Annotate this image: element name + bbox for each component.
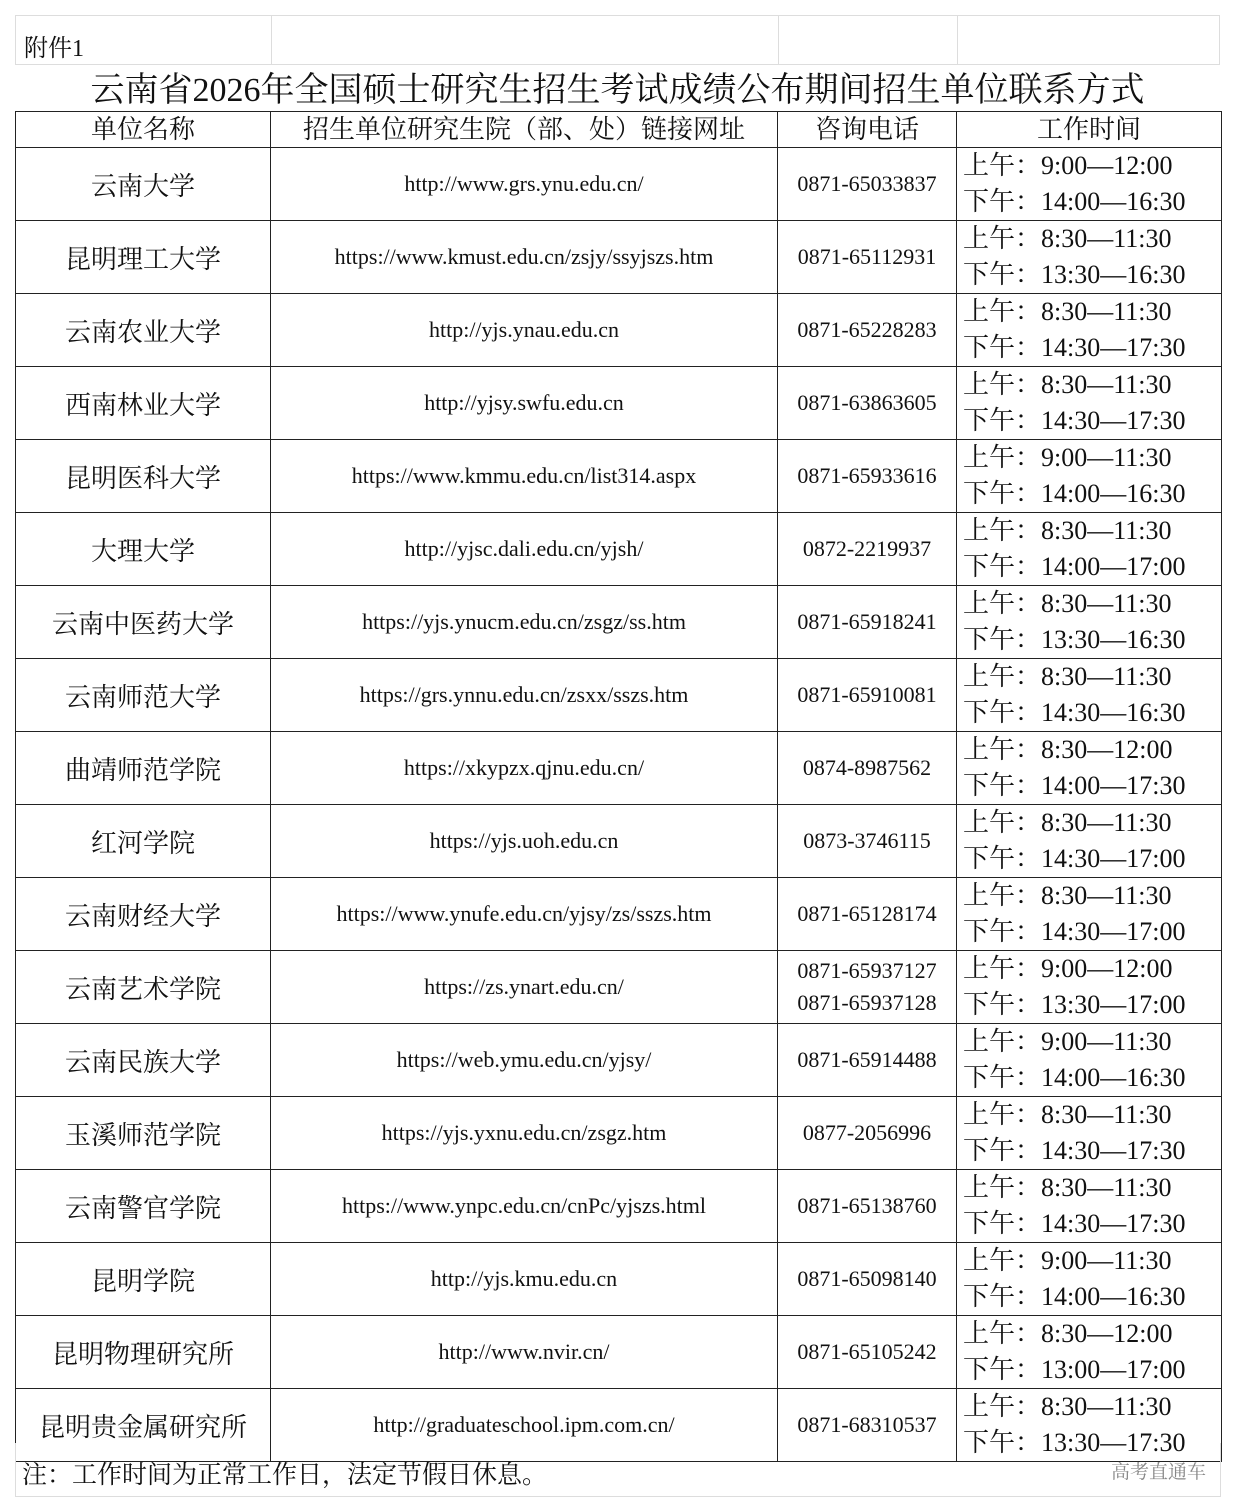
pm-label: 下午： xyxy=(963,1063,1042,1092)
phone-number: 0871-65937127 xyxy=(797,958,937,983)
attachment-row xyxy=(15,15,1220,65)
phone-cell xyxy=(778,659,957,732)
pm-time: 14:30—17:30 xyxy=(1041,1209,1186,1238)
am-time: 9:00—11:30 xyxy=(1041,1027,1172,1056)
unit-url-link[interactable]: https://www.ynufe.edu.cn/yjsy/zs/sszs.htm xyxy=(271,878,778,951)
hours-cell xyxy=(957,586,1222,659)
document-title: 云南省2026年全国硕士研究生招生考试成绩公布期间招生单位联系方式 xyxy=(90,72,1145,109)
am-time: 8:30—11:30 xyxy=(1041,224,1172,253)
morning-hours xyxy=(963,732,1221,768)
am-label: 上午： xyxy=(963,954,1042,983)
am-time: 8:30—11:30 xyxy=(1041,1392,1172,1421)
pm-label: 下午： xyxy=(963,187,1042,216)
unit-name: 昆明物理研究所 xyxy=(16,1316,271,1389)
unit-name: 昆明医科大学 xyxy=(16,440,271,513)
unit-url-link[interactable]: http://graduateschool.ipm.com.cn/ xyxy=(271,1389,778,1462)
am-time: 9:00—11:30 xyxy=(1041,443,1172,472)
pm-label: 下午： xyxy=(963,1282,1042,1311)
morning-hours xyxy=(963,1243,1221,1279)
table-row xyxy=(16,221,1222,294)
pm-time: 14:30—16:30 xyxy=(1041,698,1186,727)
am-time: 8:30—11:30 xyxy=(1041,370,1172,399)
morning-hours xyxy=(963,1024,1221,1060)
afternoon-hours xyxy=(963,1060,1221,1096)
am-label: 上午： xyxy=(963,1392,1042,1421)
morning-hours xyxy=(963,1097,1221,1133)
pm-time: 14:00—16:30 xyxy=(1041,187,1186,216)
phone-number: 0871-65105242 xyxy=(797,1339,937,1364)
phone-cell xyxy=(778,1097,957,1170)
grid-divider xyxy=(271,16,272,64)
phone-number: 0871-65910081 xyxy=(797,682,937,707)
am-label: 上午： xyxy=(963,443,1042,472)
table-row xyxy=(16,1024,1222,1097)
morning-hours xyxy=(963,1316,1221,1352)
phone-cell xyxy=(778,294,957,367)
unit-name: 红河学院 xyxy=(16,805,271,878)
pm-label: 下午： xyxy=(963,552,1042,581)
phone-number: 0872-2219937 xyxy=(802,536,932,561)
morning-hours xyxy=(963,1170,1221,1206)
am-label: 上午： xyxy=(963,1246,1042,1275)
unit-name: 云南财经大学 xyxy=(16,878,271,951)
grid-divider xyxy=(957,16,958,64)
am-label: 上午： xyxy=(963,516,1042,545)
unit-url-link[interactable]: http://www.nvir.cn/ xyxy=(271,1316,778,1389)
table-row xyxy=(16,1097,1222,1170)
afternoon-hours xyxy=(963,841,1221,877)
am-time: 8:30—12:00 xyxy=(1041,735,1173,764)
unit-url-link[interactable]: https://grs.ynnu.edu.cn/zsxx/sszs.htm xyxy=(271,659,778,732)
unit-name: 云南艺术学院 xyxy=(16,951,271,1024)
phone-number: 0871-63863605 xyxy=(797,390,937,415)
header-hours: 工作时间 xyxy=(957,112,1222,148)
morning-hours xyxy=(963,586,1221,622)
am-label: 上午： xyxy=(963,151,1042,180)
phone-cell xyxy=(778,1243,957,1316)
unit-name: 大理大学 xyxy=(16,513,271,586)
afternoon-hours xyxy=(963,257,1221,293)
unit-url-link[interactable]: http://yjs.kmu.edu.cn xyxy=(271,1243,778,1316)
am-time: 8:30—11:30 xyxy=(1041,881,1172,910)
morning-hours xyxy=(963,1389,1221,1425)
pm-label: 下午： xyxy=(963,479,1042,508)
am-time: 9:00—11:30 xyxy=(1041,1246,1172,1275)
phone-cell xyxy=(778,513,957,586)
morning-hours xyxy=(963,513,1221,549)
table-row xyxy=(16,805,1222,878)
phone-number: 0871-65128174 xyxy=(797,901,937,926)
am-time: 9:00—12:00 xyxy=(1041,954,1173,983)
am-label: 上午： xyxy=(963,735,1042,764)
pm-time: 13:30—17:00 xyxy=(1041,990,1186,1019)
pm-time: 14:00—16:30 xyxy=(1041,479,1186,508)
hours-cell xyxy=(957,1024,1222,1097)
am-label: 上午： xyxy=(963,1319,1042,1348)
hours-cell xyxy=(957,659,1222,732)
pm-label: 下午： xyxy=(963,260,1042,289)
afternoon-hours xyxy=(963,1352,1221,1388)
am-label: 上午： xyxy=(963,1100,1042,1129)
phone-number: 0874-8987562 xyxy=(802,755,932,780)
pm-label: 下午： xyxy=(963,625,1042,654)
pm-label: 下午： xyxy=(963,1136,1042,1165)
phone-number: 0877-2056996 xyxy=(802,1120,932,1145)
morning-hours xyxy=(963,221,1221,257)
am-time: 8:30—11:30 xyxy=(1041,589,1172,618)
pm-label: 下午： xyxy=(963,990,1042,1019)
table-header-row xyxy=(16,112,1222,148)
phone-cell xyxy=(778,951,957,1024)
contact-table xyxy=(15,111,1222,1462)
afternoon-hours xyxy=(963,403,1221,439)
hours-cell xyxy=(957,805,1222,878)
attachment-label: 附件1 xyxy=(24,36,84,62)
table-row xyxy=(16,586,1222,659)
phone-number: 0871-65933616 xyxy=(797,463,937,488)
am-time: 8:30—11:30 xyxy=(1041,1173,1172,1202)
phone-number: 0871-65138760 xyxy=(797,1193,937,1218)
unit-name: 云南民族大学 xyxy=(16,1024,271,1097)
table-row xyxy=(16,1170,1222,1243)
pm-time: 14:00—17:30 xyxy=(1041,771,1186,800)
am-label: 上午： xyxy=(963,1173,1042,1202)
hours-cell xyxy=(957,1316,1222,1389)
unit-name: 云南中医药大学 xyxy=(16,586,271,659)
pm-label: 下午： xyxy=(963,1355,1042,1384)
morning-hours xyxy=(963,878,1221,914)
afternoon-hours xyxy=(963,622,1221,658)
hours-cell xyxy=(957,513,1222,586)
unit-url-link[interactable]: http://www.grs.ynu.edu.cn/ xyxy=(271,148,778,221)
morning-hours xyxy=(963,951,1221,987)
header-phone: 咨询电话 xyxy=(778,112,957,148)
am-label: 上午： xyxy=(963,297,1042,326)
phone-number: 0871-65914488 xyxy=(797,1047,937,1072)
phone-number: 0871-65112931 xyxy=(797,244,937,269)
hours-cell xyxy=(957,367,1222,440)
phone-cell xyxy=(778,148,957,221)
phone-number: 0871-65937128 xyxy=(797,990,937,1015)
afternoon-hours xyxy=(963,1279,1221,1315)
am-time: 8:30—11:30 xyxy=(1041,516,1172,545)
unit-url-link[interactable]: http://yjs.ynau.edu.cn xyxy=(271,294,778,367)
pm-time: 13:30—17:30 xyxy=(1041,1428,1186,1457)
unit-url-link[interactable]: https://yjs.yxnu.edu.cn/zsgz.htm xyxy=(271,1097,778,1170)
am-label: 上午： xyxy=(963,881,1042,910)
phone-number: 0871-65098140 xyxy=(797,1266,937,1291)
am-label: 上午： xyxy=(963,662,1042,691)
afternoon-hours xyxy=(963,549,1221,585)
am-time: 8:30—11:30 xyxy=(1041,1100,1172,1129)
morning-hours xyxy=(963,805,1221,841)
table-row xyxy=(16,148,1222,221)
hours-cell xyxy=(957,951,1222,1024)
phone-number: 0871-65918241 xyxy=(797,609,937,634)
morning-hours xyxy=(963,367,1221,403)
pm-time: 14:30—17:00 xyxy=(1041,844,1186,873)
afternoon-hours xyxy=(963,914,1221,950)
footer-row xyxy=(15,1443,1221,1497)
morning-hours xyxy=(963,659,1221,695)
unit-name: 昆明理工大学 xyxy=(16,221,271,294)
morning-hours xyxy=(963,148,1221,184)
am-time: 8:30—11:30 xyxy=(1041,808,1172,837)
pm-time: 14:30—17:30 xyxy=(1041,1136,1186,1165)
am-label: 上午： xyxy=(963,224,1042,253)
morning-hours xyxy=(963,294,1221,330)
hours-cell xyxy=(957,148,1222,221)
afternoon-hours xyxy=(963,768,1221,804)
unit-name: 曲靖师范学院 xyxy=(16,732,271,805)
hours-cell xyxy=(957,294,1222,367)
am-time: 8:30—11:30 xyxy=(1041,662,1172,691)
afternoon-hours xyxy=(963,1206,1221,1242)
pm-time: 13:30—16:30 xyxy=(1041,260,1186,289)
pm-label: 下午： xyxy=(963,698,1042,727)
am-label: 上午： xyxy=(963,370,1042,399)
pm-label: 下午： xyxy=(963,1428,1042,1457)
hours-cell xyxy=(957,1097,1222,1170)
phone-cell xyxy=(778,367,957,440)
table-row xyxy=(16,1316,1222,1389)
am-label: 上午： xyxy=(963,589,1042,618)
unit-name: 昆明学院 xyxy=(16,1243,271,1316)
am-time: 8:30—11:30 xyxy=(1041,297,1172,326)
pm-time: 14:30—17:00 xyxy=(1041,917,1186,946)
pm-time: 14:00—16:30 xyxy=(1041,1282,1186,1311)
table-row xyxy=(16,294,1222,367)
am-time: 9:00—12:00 xyxy=(1041,151,1173,180)
hours-cell xyxy=(957,1243,1222,1316)
unit-url-link[interactable]: https://web.ymu.edu.cn/yjsy/ xyxy=(271,1024,778,1097)
pm-time: 14:00—17:00 xyxy=(1041,552,1186,581)
hours-cell xyxy=(957,732,1222,805)
unit-url-link[interactable]: https://yjs.uoh.edu.cn xyxy=(271,805,778,878)
unit-url-link[interactable]: http://yjsy.swfu.edu.cn xyxy=(271,367,778,440)
unit-url-link[interactable]: https://yjs.ynucm.edu.cn/zsgz/ss.htm xyxy=(271,586,778,659)
hours-cell xyxy=(957,221,1222,294)
phone-cell xyxy=(778,221,957,294)
phone-number: 0871-65228283 xyxy=(797,317,937,342)
pm-time: 14:30—17:30 xyxy=(1041,333,1186,362)
pm-time: 13:30—16:30 xyxy=(1041,625,1186,654)
pm-label: 下午： xyxy=(963,771,1042,800)
afternoon-hours xyxy=(963,476,1221,512)
unit-url-link[interactable]: http://yjsc.dali.edu.cn/yjsh/ xyxy=(271,513,778,586)
am-time: 8:30—12:00 xyxy=(1041,1319,1173,1348)
phone-cell xyxy=(778,805,957,878)
table-row xyxy=(16,732,1222,805)
hours-cell xyxy=(957,878,1222,951)
phone-cell xyxy=(778,440,957,513)
unit-url-link[interactable]: https://zs.ynart.edu.cn/ xyxy=(271,951,778,1024)
pm-label: 下午： xyxy=(963,333,1042,362)
hours-cell xyxy=(957,440,1222,513)
unit-url-link[interactable]: https://xkypzx.qjnu.edu.cn/ xyxy=(271,732,778,805)
hours-cell xyxy=(957,1170,1222,1243)
table-row xyxy=(16,951,1222,1024)
pm-time: 14:00—16:30 xyxy=(1041,1063,1186,1092)
phone-cell xyxy=(778,878,957,951)
am-label: 上午： xyxy=(963,1027,1042,1056)
pm-time: 13:00—17:00 xyxy=(1041,1355,1186,1384)
header-unit-name: 单位名称 xyxy=(16,112,271,148)
unit-name: 云南师范大学 xyxy=(16,659,271,732)
pm-time: 14:30—17:30 xyxy=(1041,406,1186,435)
phone-cell xyxy=(778,1170,957,1243)
pm-label: 下午： xyxy=(963,917,1042,946)
header-url: 招生单位研究生院（部、处）链接网址 xyxy=(271,112,778,148)
unit-url-link[interactable]: https://www.kmust.edu.cn/zsjy/ssyjszs.htm xyxy=(271,221,778,294)
phone-number: 0871-65033837 xyxy=(797,171,937,196)
afternoon-hours xyxy=(963,695,1221,731)
unit-name: 云南农业大学 xyxy=(16,294,271,367)
pm-label: 下午： xyxy=(963,1209,1042,1238)
table-row xyxy=(16,513,1222,586)
phone-cell xyxy=(778,1024,957,1097)
unit-name: 玉溪师范学院 xyxy=(16,1097,271,1170)
table-row xyxy=(16,659,1222,732)
phone-cell xyxy=(778,732,957,805)
phone-number: 0871-68310537 xyxy=(797,1412,937,1437)
unit-name: 云南大学 xyxy=(16,148,271,221)
grid-divider xyxy=(778,16,779,64)
pm-label: 下午： xyxy=(963,844,1042,873)
unit-url-link[interactable]: https://www.ynpc.edu.cn/cnPc/yjszs.html xyxy=(271,1170,778,1243)
morning-hours xyxy=(963,440,1221,476)
table-row xyxy=(16,878,1222,951)
pm-label: 下午： xyxy=(963,406,1042,435)
watermark: 高考直通车 xyxy=(1110,1461,1206,1483)
unit-url-link[interactable]: https://www.kmmu.edu.cn/list314.aspx xyxy=(271,440,778,513)
phone-cell xyxy=(778,1316,957,1389)
phone-number: 0873-3746115 xyxy=(803,828,931,853)
table-row xyxy=(16,1243,1222,1316)
unit-name: 西南林业大学 xyxy=(16,367,271,440)
table-row xyxy=(16,440,1222,513)
afternoon-hours xyxy=(963,987,1221,1023)
afternoon-hours xyxy=(963,184,1221,220)
footnote: 注：工作时间为正常工作日，法定节假日休息。 xyxy=(22,1462,548,1489)
afternoon-hours xyxy=(963,1133,1221,1169)
phone-cell xyxy=(778,586,957,659)
am-label: 上午： xyxy=(963,808,1042,837)
afternoon-hours xyxy=(963,330,1221,366)
unit-name: 昆明贵金属研究所 xyxy=(16,1389,271,1462)
unit-name: 云南警官学院 xyxy=(16,1170,271,1243)
table-row xyxy=(16,367,1222,440)
